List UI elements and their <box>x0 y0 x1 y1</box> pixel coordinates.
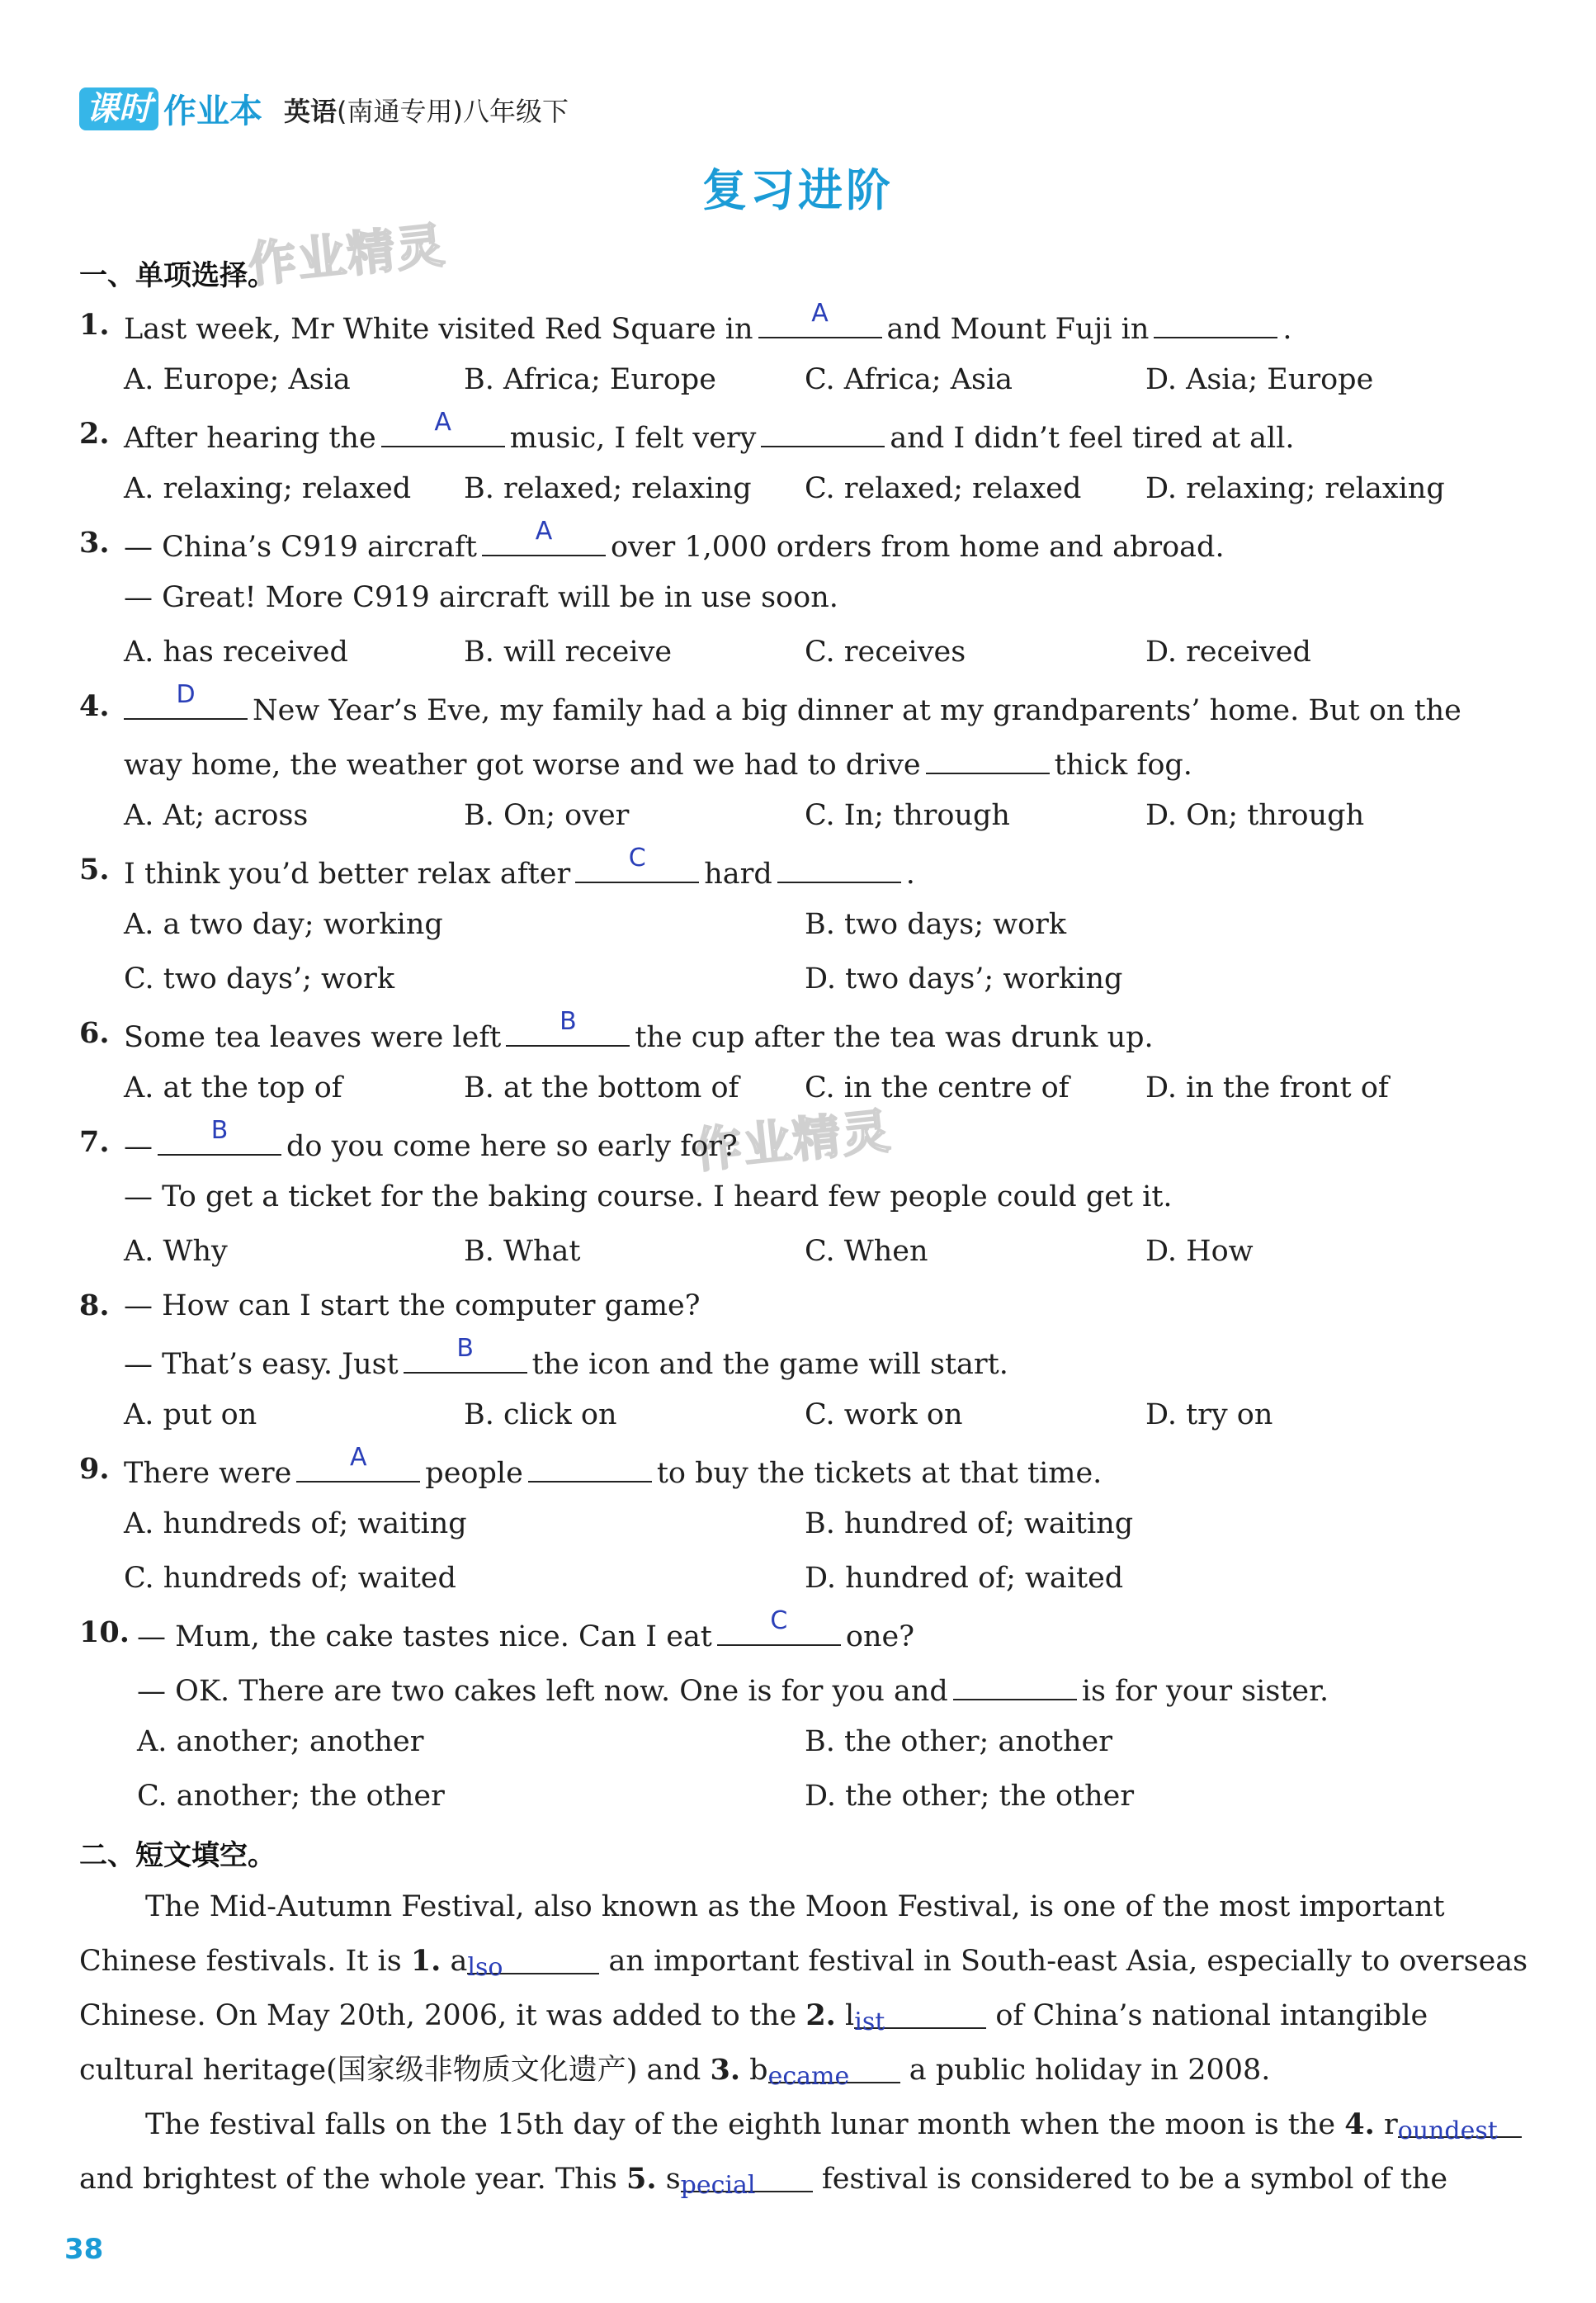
blank-number: 5. <box>626 2162 657 2196</box>
blank-number: 4. <box>1344 2107 1375 2141</box>
question-stem: — How can I start the computer game? <box>124 1289 701 1322</box>
passage-blank[interactable] <box>467 1943 599 1982</box>
passage-text: The festival falls on the 15th day of the eighth lunar month when the moon is the <box>145 2108 1336 2141</box>
passage-line <box>79 1998 1428 2034</box>
question-stem <box>124 844 915 892</box>
answer-blank[interactable] <box>506 1007 630 1047</box>
question-stem <box>124 1007 1154 1056</box>
option: C. hundreds of; waited <box>124 1562 456 1595</box>
question-number: 3. <box>79 526 110 560</box>
option: C. another; the other <box>137 1780 445 1813</box>
stem-text: do you come here so early for? <box>286 1130 738 1163</box>
stem-text: Last week, Mr White visited Red Square in <box>124 313 753 346</box>
option: A. a two day; working <box>124 908 443 941</box>
option: A. put on <box>124 1398 257 1431</box>
passage-line <box>145 2107 1522 2143</box>
answer-blank[interactable] <box>953 1669 1077 1700</box>
passage-blank[interactable] <box>767 2052 900 2091</box>
handwritten-answer: B <box>210 1116 229 1145</box>
option: C. receives <box>805 636 966 669</box>
passage-line <box>79 2052 1271 2091</box>
question-number: 10. <box>79 1615 130 1649</box>
passage-line: The Mid-Autumn Festival, also known as the Moon Festival, is one of the most important <box>145 1890 1445 1923</box>
blank-prefix: b <box>749 2054 768 2087</box>
stem-text: — China’s C919 aircraft <box>124 531 477 564</box>
subject-label <box>284 91 569 132</box>
option: D. received <box>1145 636 1311 669</box>
option: B. relaxed; relaxing <box>464 472 752 505</box>
question-stem <box>124 408 1295 456</box>
handwritten-answer: A <box>535 517 553 546</box>
blank-number: 2. <box>805 1998 836 2032</box>
blank-prefix: r <box>1383 2108 1398 2141</box>
stem-text: to buy the tickets at that time. <box>656 1457 1103 1490</box>
watermark: 作业精灵 <box>691 1102 895 1180</box>
handwritten-answer: A <box>350 1443 367 1472</box>
handwritten-answer: C <box>770 1606 788 1635</box>
stem-text: the cup after the tea was drunk up. <box>635 1021 1154 1054</box>
stem-text: thick fog. <box>1054 749 1192 782</box>
option: B. at the bottom of <box>464 1071 739 1104</box>
handwritten-answer: B <box>560 1007 577 1036</box>
answer-blank[interactable] <box>124 680 248 720</box>
answer-blank[interactable] <box>296 1443 420 1483</box>
question-stem-line2: — To get a ticket for the baking course. I heard few people could get it. <box>124 1180 1173 1213</box>
question-stem <box>124 1443 1103 1492</box>
passage-text: festival is considered to be a symbol of the <box>821 2163 1448 2196</box>
passage-blank[interactable] <box>1397 2107 1522 2145</box>
blank-number: 3. <box>710 2053 741 2087</box>
handwritten-answer: B <box>456 1334 474 1363</box>
handwritten-answer: ist <box>854 2007 885 2036</box>
option: C. Africa; Asia <box>805 363 1013 396</box>
answer-blank[interactable] <box>1154 307 1277 338</box>
option: A. relaxing; relaxed <box>124 472 412 505</box>
blank-prefix: s <box>665 2163 681 2196</box>
stem-text: New Year’s Eve, my family had a big dinner at my grandparents’ home. But on the <box>253 694 1461 727</box>
question-number: 6. <box>79 1016 110 1050</box>
header <box>79 83 569 132</box>
question-stem <box>124 299 1292 348</box>
option: B. What <box>464 1235 581 1268</box>
question-stem-line2 <box>137 1669 1329 1710</box>
option: B. Africa; Europe <box>464 363 716 396</box>
passage-blank[interactable] <box>854 1998 986 2036</box>
stem-text: — Mum, the cake tastes nice. Can I eat <box>137 1620 712 1653</box>
stem-text: Some tea leaves were left <box>124 1021 502 1054</box>
handwritten-answer: pecial <box>680 2171 756 2200</box>
option: D. On; through <box>1145 799 1365 832</box>
stem-text: There were <box>124 1457 292 1490</box>
answer-blank[interactable] <box>717 1606 841 1646</box>
section-title-multiple-choice: 一、单项选择。 <box>79 259 276 292</box>
stem-text: one? <box>845 1620 914 1653</box>
answer-blank[interactable] <box>158 1116 281 1156</box>
blank-number: 1. <box>410 1944 441 1978</box>
option: D. How <box>1145 1235 1254 1268</box>
passage-text: Chinese festivals. It is <box>79 1945 402 1978</box>
option: A. at the top of <box>124 1071 342 1104</box>
option: A. has received <box>124 636 348 669</box>
question-number: 5. <box>79 853 110 887</box>
stem-text: over 1,000 orders from home and abroad. <box>610 531 1225 564</box>
option: A. At; across <box>124 799 309 832</box>
passage-blank[interactable] <box>680 2161 813 2200</box>
stem-text: people <box>425 1457 523 1490</box>
question-number: 9. <box>79 1452 110 1486</box>
option: C. in the centre of <box>805 1071 1070 1104</box>
stem-text: — That’s easy. Just <box>124 1348 399 1381</box>
option: A. another; another <box>137 1725 424 1758</box>
handwritten-answer: C <box>628 844 646 872</box>
question-stem <box>124 517 1225 565</box>
stem-text: I think you’d better relax after <box>124 858 571 891</box>
handwritten-answer: A <box>434 408 451 437</box>
option: A. Europe; Asia <box>124 363 351 396</box>
option: C. In; through <box>805 799 1010 832</box>
answer-blank[interactable] <box>404 1334 527 1374</box>
answer-blank[interactable] <box>575 844 699 883</box>
option: D. hundred of; waited <box>805 1562 1124 1595</box>
passage-text: an important festival in South-east Asia, especially to overseas <box>608 1945 1528 1978</box>
passage-line <box>79 1943 1528 1982</box>
question-number: 1. <box>79 308 110 342</box>
handwritten-answer: ecame <box>767 2062 850 2091</box>
stem-text: . <box>1282 313 1292 346</box>
question-number: 2. <box>79 417 110 451</box>
option: D. two days’; working <box>805 962 1123 995</box>
stem-text: and I didn’t feel tired at all. <box>890 422 1295 455</box>
option: B. On; over <box>464 799 630 832</box>
question-number: 7. <box>79 1125 110 1159</box>
logo-badge: 课时 <box>79 87 158 130</box>
option: B. will receive <box>464 636 673 669</box>
subject-detail: (南通专用)八年级下 <box>337 96 569 127</box>
stem-text: way home, the weather got worse and we had to drive <box>124 749 921 782</box>
section-title-passage-fill: 二、短文填空。 <box>79 1839 276 1872</box>
question-number: 4. <box>79 689 110 723</box>
option: C. two days’; work <box>124 962 395 995</box>
question-stem <box>124 1116 738 1165</box>
handwritten-answer: oundest <box>1397 2116 1498 2145</box>
stem-text: is for your sister. <box>1081 1675 1329 1708</box>
stem-text: — OK. There are two cakes left now. One is for you and <box>137 1675 948 1708</box>
option: D. the other; the other <box>805 1780 1135 1813</box>
passage-line <box>79 2161 1448 2200</box>
page-number: 38 <box>64 2233 104 2266</box>
handwritten-answer: A <box>811 299 829 328</box>
blank-prefix: l <box>845 1999 855 2032</box>
answer-blank[interactable] <box>926 743 1050 774</box>
passage-text: and brightest of the whole year. This <box>79 2163 617 2196</box>
option: C. relaxed; relaxed <box>805 472 1082 505</box>
page-title: 复习进阶 <box>702 164 894 216</box>
answer-blank[interactable] <box>381 408 505 447</box>
handwritten-answer: lso <box>467 1953 503 1982</box>
option: D. try on <box>1145 1398 1273 1431</box>
question-stem-line2: — Great! More C919 aircraft will be in use soon. <box>124 581 838 614</box>
question-stem <box>137 1606 914 1655</box>
question-stem <box>124 680 1461 729</box>
passage-text: Chinese. On May 20th, 2006, it was added to the <box>79 1999 797 2032</box>
question-stem-line2 <box>124 1334 1008 1383</box>
passage-text: a public holiday in 2008. <box>909 2054 1271 2087</box>
stem-text: and Mount Fuji in <box>886 313 1150 346</box>
answer-blank[interactable] <box>758 299 882 338</box>
question-stem-line2 <box>124 743 1192 783</box>
passage-text: cultural heritage(国家级非物质文化遗产) and <box>79 2054 701 2087</box>
logo-text: 作业本 <box>163 92 262 130</box>
watermark: 作业精灵 <box>245 216 449 294</box>
stem-text: — <box>124 1130 153 1163</box>
option: B. hundred of; waiting <box>805 1507 1134 1540</box>
stem-text: . <box>905 858 915 891</box>
option: D. Asia; Europe <box>1145 363 1374 396</box>
stem-text: the icon and the game will start. <box>531 1348 1008 1381</box>
subject-name: 英语 <box>284 96 338 127</box>
option: B. click on <box>464 1398 617 1431</box>
option: B. two days; work <box>805 908 1067 941</box>
logo <box>79 85 262 132</box>
option: D. in the front of <box>1145 1071 1389 1104</box>
option: C. work on <box>805 1398 963 1431</box>
answer-blank[interactable] <box>528 1451 652 1483</box>
question-number: 8. <box>79 1289 110 1322</box>
stem-text: music, I felt very <box>509 422 757 455</box>
answer-blank[interactable] <box>761 416 885 447</box>
option: D. relaxing; relaxing <box>1145 472 1445 505</box>
blank-prefix: a <box>450 1945 468 1978</box>
option: A. Why <box>124 1235 228 1268</box>
stem-text: hard <box>704 858 772 891</box>
answer-blank[interactable] <box>777 852 901 883</box>
answer-blank[interactable] <box>482 517 606 556</box>
passage-text: of China’s national intangible <box>995 1999 1428 2032</box>
option: B. the other; another <box>805 1725 1112 1758</box>
option: A. hundreds of; waiting <box>124 1507 467 1540</box>
handwritten-answer: D <box>176 680 196 709</box>
stem-text: After hearing the <box>124 422 376 455</box>
option: C. When <box>805 1235 928 1268</box>
